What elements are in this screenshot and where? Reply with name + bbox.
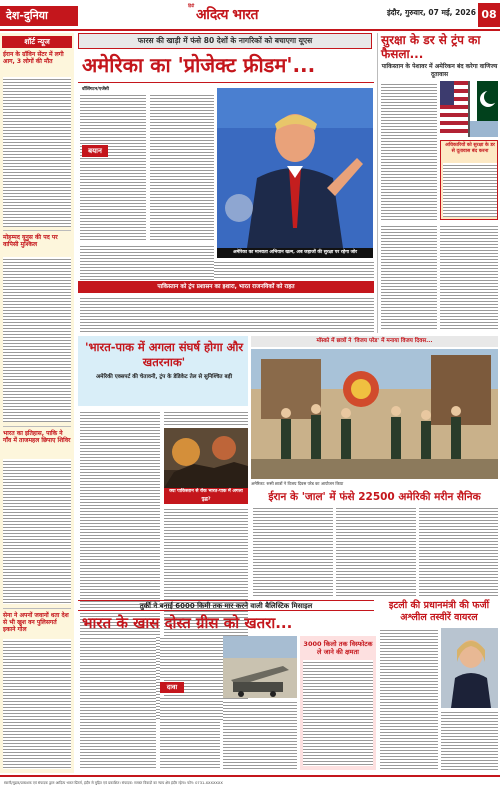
iran-body-col3 [419, 506, 498, 598]
short-news-1-title: ईरान के ग्रॉविन सेंटर में लगी आग, 3 लोगों की मौत [3, 51, 64, 65]
greece-photo-illustration [223, 636, 297, 698]
divider [3, 608, 71, 609]
italy-body-col1 [380, 628, 438, 770]
moscow-photo-illustration [251, 349, 498, 479]
divider [78, 82, 374, 83]
strip-2: पाकिस्तान को ट्रंप प्रशासन का इशारा, भारत राजनयिकों को राहत [78, 281, 374, 293]
main-body-col1b [80, 244, 214, 280]
brand-small: हिंदी [188, 3, 195, 8]
greece-headline: भारत के खास दोस्त ग्रीस को खतरा... [82, 614, 293, 632]
war-subheadline: अमेरिकी एक्सपर्ट की चेतावनी, ट्रंप के डेडिकेट तेल से सुनिश्चित बड़ी [95, 374, 232, 380]
short-news-3-body [3, 459, 71, 604]
short-news-3-title: भारत का इतिहास, पाकि ने गाँव में ताजमहल छिपाए शिविर [3, 430, 71, 444]
war-photo-illustration [164, 428, 248, 488]
right-box-title: अधिकारियों को सुरक्षा के डर से दूतावास बंद करना [445, 143, 495, 154]
iran-headline: ईरान के 'जाल' में फंसे 22500 अमेरिकी मरीन सैनिक [268, 491, 481, 503]
war-photo [164, 428, 248, 488]
main-photo [217, 88, 373, 248]
strip-2-body [80, 296, 374, 332]
page-footer: स्वामी/मुद्रक/प्रकाशक एवं संपादक द्वारा आदित्य भारत प्रिंटर्स, इंदौर से मुद्रित एवं प्रकाशित। संपादक: समस्त विवादों का न्याय क्षेत्र इंदौर रहेगा। फोन: 0731-XXXXXXX [0, 775, 500, 789]
war-inset: क्या पाकिस्तान से रोक भारत-पाक में अगला युद्ध? [164, 488, 248, 504]
flag-illustration [440, 81, 498, 137]
short-news-title: शॉर्ट न्यूज [2, 36, 72, 48]
greece-box [300, 636, 376, 770]
main-headline: अमेरिका का 'प्रोजेक्ट फ्रीडम'... [82, 53, 316, 77]
greece-body-col2b [160, 696, 220, 770]
greece-photo [223, 636, 297, 698]
main-byline: वॉशिंगटन/एजेंसी [82, 87, 109, 92]
brand-name: अदित्य भारत [196, 7, 258, 23]
greece-body-col1 [80, 636, 156, 770]
greece-body-col3 [223, 700, 297, 770]
moscow-strip: मॉस्को में छात्रों ने 'विजय परेड' में मनाया विजय दिवस... [251, 336, 498, 347]
italy-body-col2 [441, 710, 498, 770]
column-rule [377, 33, 378, 333]
top-strip: फारस की खाड़ी में फंसे 80 देशों के नागरिकों को बचाएगा यूएस [78, 33, 372, 49]
page-header [0, 0, 500, 30]
right-body-col1b [381, 224, 437, 330]
italy-headline: इटली की प्रधानमंत्री की फर्जी अश्लील तस्वीरें वायरल [388, 600, 490, 623]
right-body-col2 [440, 224, 498, 330]
right-body-col1 [381, 82, 437, 222]
left-column [0, 33, 74, 773]
flag-photo [440, 81, 498, 137]
right-headline: सुरक्षा के डर से ट्रंप का फैसला... [381, 33, 481, 61]
italy-photo [441, 628, 498, 708]
main-pull-label: बयान [82, 145, 108, 157]
header-rule [0, 29, 500, 31]
greece-body-col2 [160, 636, 220, 680]
main-photo-caption: अमेरिका का मानवता अभियान खत्म, अब जहाजों की सुरक्षा पर रहेगा जोर [217, 248, 373, 258]
greece-box-title: 3000 किलो तक विस्फोटक ले जाने की क्षमता [303, 640, 373, 656]
moscow-photo [251, 349, 498, 479]
turkey-strip: तुर्की ने बनाई 6000 किमी तक मार करने वाली बैलिस्टिक मिसाइल [78, 600, 374, 611]
divider [3, 426, 71, 427]
war-headline: 'भारत-पाक में अगला संघर्ष होगा और खतरनाक' [84, 340, 244, 369]
war-body-col2 [164, 410, 248, 426]
main-body-col2 [150, 93, 214, 241]
short-news-1-body [3, 77, 71, 227]
moscow-caption: अमेरिका: रूसी छात्रों ने विजय दिवस परेड का आयोजन किया [251, 481, 344, 486]
section-label: देश-दुनिया [0, 6, 78, 26]
short-news-4-title: सेना ने अपनों जवानों धता देश से भी खुश वन पुलिसगर्त इकाने गोल [3, 612, 69, 633]
page-number: 08 [478, 3, 500, 27]
greece-box-body [303, 660, 373, 766]
short-news-2-title: मोहम्मद यूनुस की पद पर वापिसी मुश्किल [3, 234, 58, 248]
greece-pull-label: दावा [160, 682, 184, 693]
short-news-4-body [3, 639, 71, 769]
date-line: इंदौर, गुरुवार, 07 मई, 2026 [386, 8, 476, 17]
iran-body-col1 [253, 506, 333, 598]
right-box-body [443, 163, 497, 217]
italy-photo-illustration [441, 628, 498, 708]
right-box [440, 140, 498, 220]
divider [3, 230, 71, 231]
short-news-2-body [3, 257, 71, 422]
main-body-col1 [80, 93, 146, 241]
right-subheadline: पाकिस्तान के पेशावर में अमेरिकन बंद करेगा वाणिज्य दूतावास [381, 63, 498, 78]
iran-body-col2 [336, 506, 416, 598]
brand-logo [188, 2, 280, 28]
main-photo-illustration [217, 88, 373, 248]
war-block [78, 336, 248, 406]
